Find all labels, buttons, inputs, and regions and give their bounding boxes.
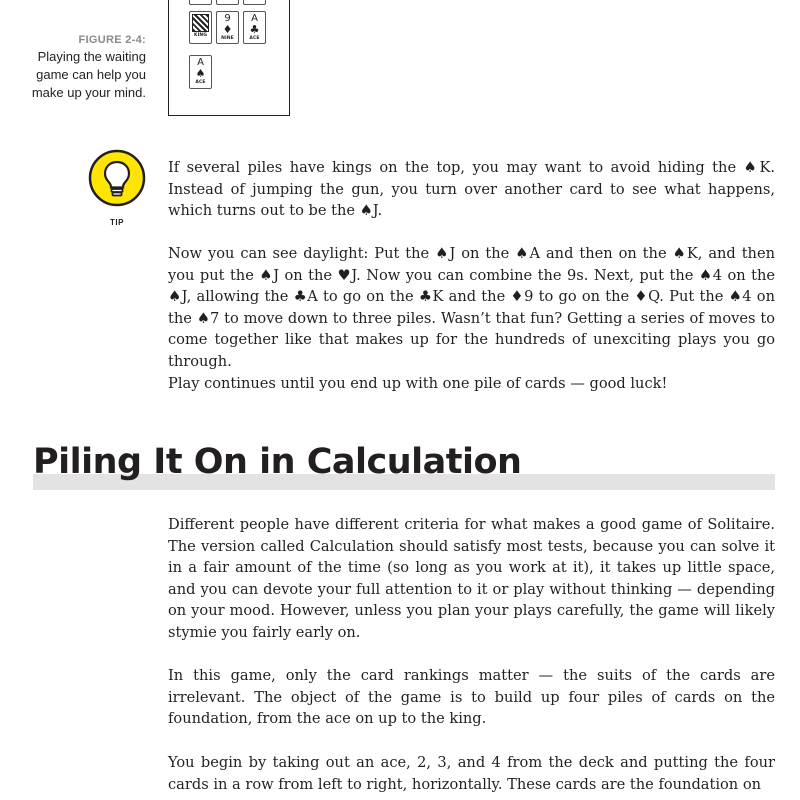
card-nine xyxy=(243,0,266,5)
card-rank: A xyxy=(197,57,204,68)
tip-label: TIP xyxy=(110,218,124,227)
card-rank: A xyxy=(251,13,258,24)
card-king xyxy=(189,11,212,44)
card-nine-diamonds xyxy=(216,11,239,44)
card-four xyxy=(216,0,239,5)
king-face-icon xyxy=(192,14,209,32)
paragraph: Play continues until you end up with one pile of cards — good luck! xyxy=(168,375,668,392)
card-name: ACE xyxy=(249,36,260,41)
paragraph: If several piles have kings on the top, you may want to avoid hiding the ♠K. Instead of jumping the gun, you turn over another card to see what happens, which turns out to be the ♠J. xyxy=(168,159,775,220)
paragraph: You begin by taking out an ace, 2, 3, and 4 from the deck and putting the four cards in a row from left to right, horizontally. These cards are the foundation on xyxy=(168,754,775,793)
figure-label: FIGURE 2-4: xyxy=(78,34,146,46)
card-ace-spades xyxy=(189,55,212,89)
card-suit: ♣ xyxy=(249,23,260,36)
lightbulb-icon xyxy=(88,149,146,207)
card-suit: ♠ xyxy=(195,67,206,80)
section-heading: Piling It On in Calculation xyxy=(33,442,522,482)
card-name: ACE xyxy=(195,80,206,85)
paragraph: Different people have different criteria for what makes a good game of Solitaire. The version called Calculation should satisfy most tests, because you can solve it in a fair amount of the time (so long as you work at it), it takes up little space, and you can devote your full attention to it or play without thinking — depending on your mood. However, unless you plan your plays carefully, the game will likely stymie you fairly early on. xyxy=(168,516,775,641)
card-name: NINE xyxy=(221,36,234,41)
card-ace-clubs xyxy=(243,11,266,44)
card-name: KING xyxy=(193,33,208,38)
figure-caption xyxy=(20,32,146,102)
paragraph: Now you can see daylight: Put the ♠J on the ♠A and then on the ♠K, and then you put the ♠J on the ♥J. Now you can combine the 9s. Next, put the ♠4 on the ♠J, allowing the ♣A to go on the ♣K and the ♦9 to go on the ♦Q. Put the ♠4 on the ♠7 to move down to three piles. Wasn’t that fun? Getting a series of moves to come together like that makes up for the hundreds of unexciting plays you go through. xyxy=(168,245,775,370)
card-jack xyxy=(189,0,212,5)
figure-caption-text: Playing the waiting game can help you make up your mind. xyxy=(31,49,146,100)
figure-illustration xyxy=(168,0,290,116)
paragraph: In this game, only the card rankings matter — the suits of the cards are irrelevant. The object of the game is to build up four piles of cards on the foundation, from the ace on up to the king. xyxy=(168,667,775,728)
card-rank: 9 xyxy=(224,13,231,24)
card-suit: ♦ xyxy=(222,23,233,36)
